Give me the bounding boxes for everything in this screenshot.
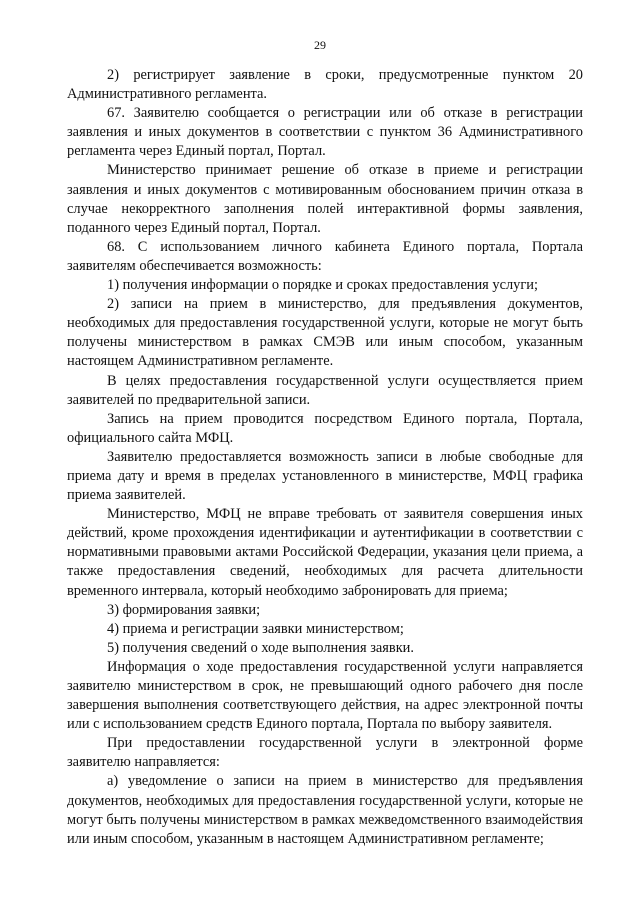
paragraph: При предоставлении государственной услуги в электронной форме заявителю направляется: [67, 735, 583, 771]
document-body [67, 66, 583, 849]
paragraph: Информация о ходе предоставления государственной услуги направляется заявителю министерством в срок, не превышающий одного рабочего дня после завершения выполнения соответствующего действия, на адрес электронной почты или с использованием средств Единого портала, Портала по выбору заявителя. [67, 658, 583, 733]
paragraph: 1) получения информации о порядке и сроках предоставления услуги; [107, 277, 538, 294]
paragraph: 5) получения сведений о ходе выполнения заявки. [107, 639, 414, 656]
paragraph: 2) регистрирует заявление в сроки, предусмотренные пунктом 20 Административного регламента. [67, 67, 583, 103]
paragraph: Министерство принимает решение об отказе в приеме и регистрации заявления и иных документов с мотивированным обоснованием причин отказа в случае некорректного заполнения полей интерактивной формы заявления, поданного через Единый портал, Портал. [67, 162, 583, 236]
page-number: 29 [314, 38, 326, 52]
paragraph: 3) формирования заявки; [107, 601, 261, 618]
paragraph: 67. Заявителю сообщается о регистрации или об отказе в регистрации заявления и иных документов в соответствии с пунктом 36 Административного регламента через Единый портал, Портал. [67, 105, 583, 160]
paragraph: 2) записи на прием в министерство, для предъявления документов, необходимых для предоставления государственной услуги, которые не могут быть получены министерством в рамках СМЭВ или иным способом, указанным настоящем Административном регламенте. [67, 296, 583, 370]
paragraph: а) уведомление о записи на прием в министерство для предъявления документов, необходимых для предоставления государственной услуги, которые не могут быть получены министерством в рамках межведомственного взаимодействия или иным способом, указанным в настоящем Административном регламенте; [67, 773, 583, 847]
paragraph: В целях предоставления государственной услуги осуществляется прием заявителей по предварительной записи. [67, 372, 583, 408]
paragraph: Запись на прием проводится посредством Единого портала, Портала, официального сайта МФЦ. [67, 410, 583, 446]
paragraph: Министерство, МФЦ не вправе требовать от заявителя совершения иных действий, кроме прохождения идентификации и аутентификации в соответствии с нормативными правовыми актами Российской Федерации, указания цели приема, а также предоставления сведений, необходимых для расчета длительности временного интервала, который необходимо забронировать для приема; [67, 506, 583, 599]
paragraph: 68. С использованием личного кабинета Единого портала, Портала заявителям обеспечивается возможность: [67, 238, 583, 274]
paragraph: 4) приема и регистрации заявки министерством; [107, 620, 404, 637]
paragraph: Заявителю предоставляется возможность записи в любые свободные для приема дату и время в пределах установленного в министерстве, МФЦ графика приема заявителей. [67, 448, 583, 504]
